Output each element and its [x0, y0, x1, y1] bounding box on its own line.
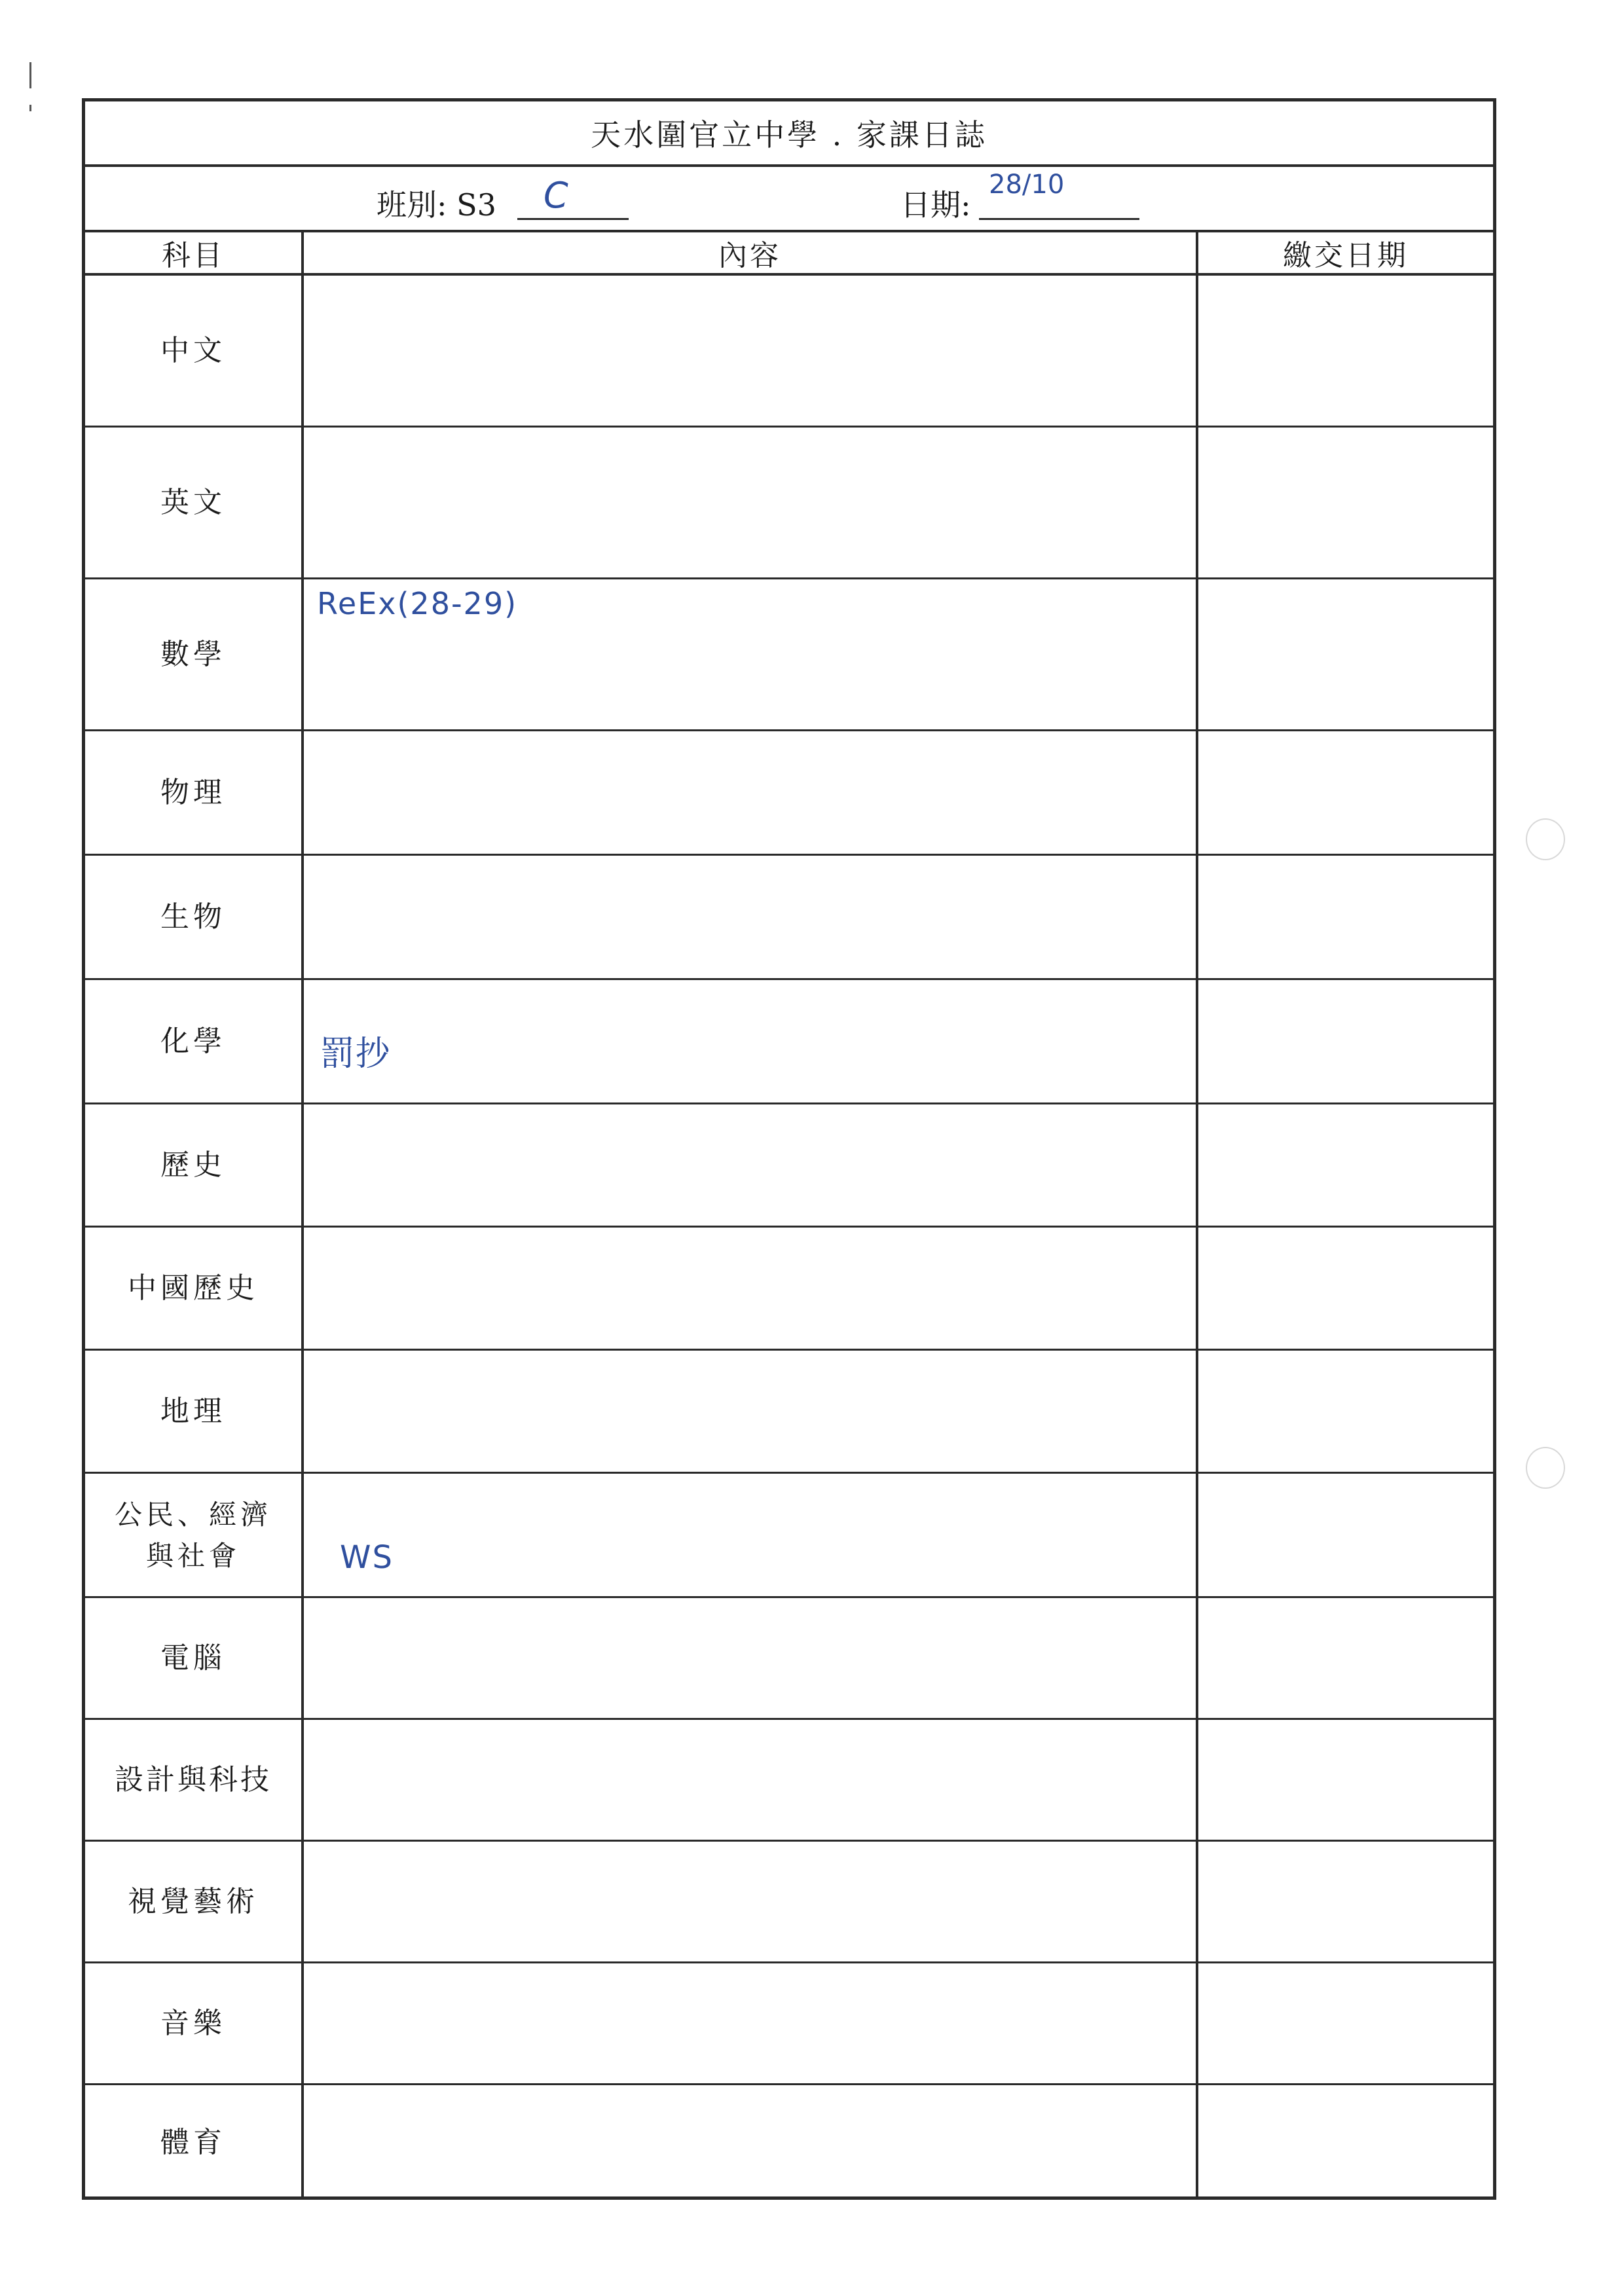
subject-name: 歷史	[160, 1148, 226, 1182]
subject-name: 化學	[160, 1024, 226, 1058]
content-cell	[304, 1963, 1196, 2083]
subject-row	[85, 1351, 1493, 1474]
subject-name: 數學	[160, 637, 226, 671]
date-underline	[979, 218, 1139, 220]
subject-row	[85, 1963, 1493, 2085]
content-cell	[304, 1598, 1196, 1718]
content-column-header: 內容	[718, 239, 781, 272]
content-cell	[304, 980, 1196, 1102]
form-meta-row	[85, 167, 1493, 232]
handwritten-entry: 罰抄	[320, 1034, 392, 1074]
content-cell	[304, 579, 1196, 729]
class-value: C	[544, 175, 568, 216]
content-cell	[304, 731, 1196, 854]
subject-name: 中國歷史	[128, 1271, 259, 1305]
subject-row	[85, 1474, 1493, 1598]
subject-row	[85, 276, 1493, 428]
subject-name: 體育	[160, 2125, 226, 2159]
scan-mark	[29, 62, 31, 88]
table-header-row	[85, 232, 1493, 276]
content-cell	[304, 1842, 1196, 1961]
punch-hole	[1526, 1447, 1565, 1489]
due-date-cell	[1198, 856, 1493, 978]
due-date-cell	[1198, 1104, 1493, 1226]
subject-name: 設計與科技	[115, 1762, 272, 1796]
content-cell	[304, 1720, 1196, 1840]
subject-name: 中文	[160, 333, 226, 367]
subject-row	[85, 1104, 1493, 1228]
form-title-row	[85, 101, 1493, 167]
subject-name: 生物	[160, 900, 226, 934]
content-cell	[304, 1474, 1196, 1596]
subject-row	[85, 1228, 1493, 1351]
content-cell	[304, 856, 1196, 978]
due-date-cell	[1198, 276, 1493, 426]
class-label: 班別: S3	[377, 187, 496, 223]
content-cell	[304, 1104, 1196, 1226]
subject-name: 公民、經濟 與社會	[114, 1498, 272, 1572]
subject-name: 英文	[160, 485, 226, 519]
subject-row	[85, 731, 1493, 856]
due-date-cell	[1198, 1720, 1493, 1840]
due-date-cell	[1198, 1351, 1493, 1472]
subject-row	[85, 1842, 1493, 1963]
due-date-cell	[1198, 1963, 1493, 2083]
handwritten-entry: WS	[340, 1539, 394, 1576]
handwritten-entry: ReEx(28-29)	[317, 586, 518, 621]
form-title: 天水圍官立中學 . 家課日誌	[591, 117, 987, 153]
content-cell	[304, 276, 1196, 426]
date-value: 28/10	[989, 170, 1065, 200]
subject-row	[85, 579, 1493, 731]
subject-name: 物理	[160, 775, 226, 809]
subject-row	[85, 980, 1493, 1104]
date-label: 日期:	[900, 187, 971, 223]
due-date-column-header: 繳交日期	[1283, 239, 1409, 272]
class-underline	[517, 218, 629, 220]
content-cell	[304, 1351, 1196, 1472]
due-date-cell	[1198, 1474, 1493, 1596]
scan-mark	[29, 105, 31, 111]
due-date-cell	[1198, 731, 1493, 854]
subject-name: 地理	[160, 1394, 226, 1428]
subject-row	[85, 1598, 1493, 1720]
punch-hole	[1526, 818, 1565, 860]
homework-diary-form	[82, 98, 1496, 2200]
content-cell	[304, 2085, 1196, 2200]
subject-row	[85, 1720, 1493, 1842]
subject-name: 音樂	[160, 2006, 226, 2040]
due-date-cell	[1198, 2085, 1493, 2200]
due-date-cell	[1198, 1228, 1493, 1349]
due-date-cell	[1198, 980, 1493, 1102]
subject-name: 視覺藝術	[128, 1884, 259, 1918]
subject-column-header: 科目	[162, 239, 225, 272]
due-date-cell	[1198, 1842, 1493, 1961]
subject-row	[85, 2085, 1493, 2200]
due-date-cell	[1198, 428, 1493, 577]
content-cell	[304, 428, 1196, 577]
due-date-cell	[1198, 1598, 1493, 1718]
subject-row	[85, 428, 1493, 579]
subject-name: 電腦	[160, 1641, 226, 1675]
subject-table	[85, 232, 1493, 2196]
due-date-cell	[1198, 579, 1493, 729]
content-cell	[304, 1228, 1196, 1349]
subject-row	[85, 856, 1493, 980]
